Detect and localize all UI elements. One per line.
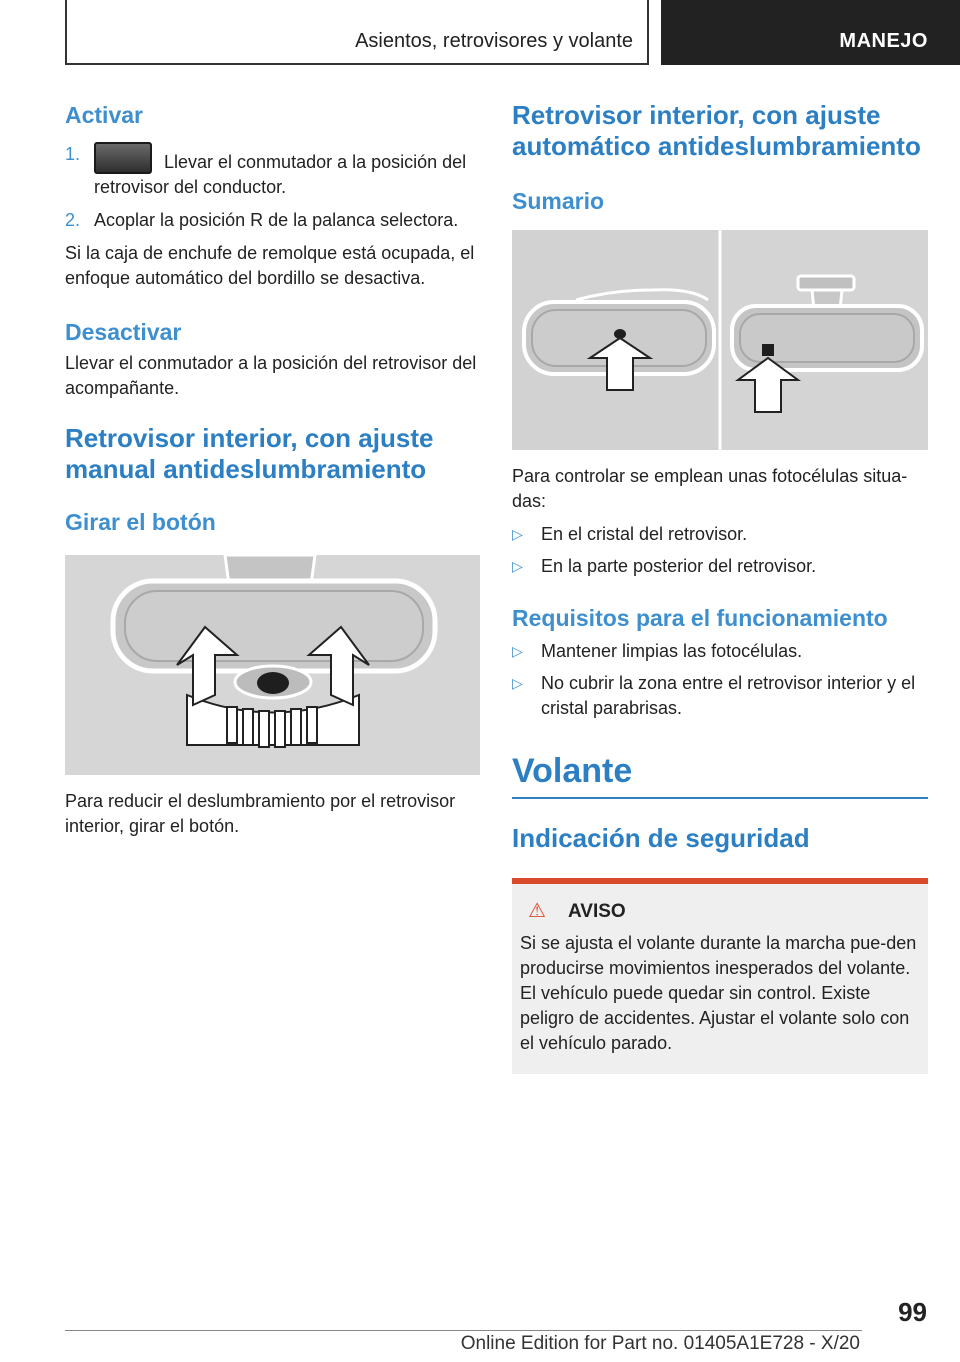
- warning-box: [512, 878, 928, 1074]
- activar-steps: [65, 142, 480, 233]
- desactivar-text: Llevar el conmutador a la posición del retrovisor del acompañante.: [65, 353, 477, 398]
- girar-heading: Girar el botón: [65, 509, 216, 535]
- step-number: 1.: [65, 144, 81, 164]
- desactivar-heading: Desactivar: [65, 319, 182, 345]
- list-item: [512, 554, 928, 579]
- triangle-bullet-icon: ▷: [512, 675, 523, 691]
- triangle-bullet-icon: ▷: [512, 558, 523, 574]
- list-item: [512, 639, 928, 664]
- sumario-list: [512, 522, 928, 579]
- list-item: [512, 522, 928, 547]
- warning-title-text: AVISO: [568, 901, 626, 922]
- list-item-text: En el cristal del retrovisor.: [541, 524, 748, 544]
- manual-mirror-figure: [65, 555, 480, 775]
- step-number: 2.: [65, 210, 81, 230]
- auto-mirror-figure: [512, 230, 928, 450]
- header-section-box: [65, 0, 649, 65]
- seguridad-heading: Indicación de seguridad: [512, 823, 810, 853]
- footer-edition-text: Online Edition for Part no. 01405A1E728 - X/20: [460, 1333, 860, 1354]
- list-item-text: Mantener limpias las fotocélulas.: [541, 641, 803, 661]
- warning-triangle-icon: ⚠: [528, 900, 546, 922]
- warning-title: [520, 898, 920, 925]
- requisitos-list: [512, 639, 928, 721]
- sumario-heading: Sumario: [512, 188, 605, 214]
- list-item: [65, 142, 480, 200]
- footer-divider: [65, 1330, 862, 1331]
- list-item: [65, 208, 480, 233]
- activar-note: Si la caja de enchufe de remolque está ocupada, el enfoque automático del bordillo se desactiva.: [65, 243, 475, 288]
- volante-heading: Volante: [512, 752, 633, 790]
- auto-mirror-heading: Retrovisor interior, con ajuste automático antideslumbramiento: [512, 100, 921, 161]
- chapter-tab-label: MANEJO: [839, 30, 928, 52]
- girar-text: Para reducir el deslumbramiento por el retrovisor interior, girar el botón.: [65, 791, 456, 836]
- manual-mirror-heading: Retrovisor interior, con ajuste manual antideslumbramiento: [65, 423, 434, 484]
- list-item-text: No cubrir la zona entre el retrovisor interior y el cristal parabrisas.: [541, 673, 916, 718]
- step-text: Llevar el conmutador a la posición del retrovisor del conductor.: [94, 152, 467, 197]
- step-text: Acoplar la posición R de la palanca selectora.: [94, 210, 459, 230]
- chapter-tab[interactable]: [661, 0, 960, 65]
- section-title: Asientos, retrovisores y volante: [355, 30, 633, 52]
- section-divider: [512, 797, 928, 799]
- left-column: [65, 100, 480, 839]
- requisitos-heading: Requisitos para el funcionamiento: [512, 605, 888, 631]
- list-item-text: En la parte posterior del retrovisor.: [541, 556, 817, 576]
- sumario-text: Para controlar se emplean unas fotocélulas situa‐das:: [512, 466, 908, 511]
- triangle-bullet-icon: ▷: [512, 643, 523, 659]
- warning-text: Si se ajusta el volante durante la marcha pue‐den producirse movimientos inesperados del volante. El vehículo puede quedar sin control. Existe peligro de accidentes. Ajustar el volante solo con el vehículo parado.: [520, 933, 917, 1053]
- list-item: [512, 671, 928, 721]
- activar-heading: Activar: [65, 102, 143, 128]
- mirror-switch-icon: [94, 142, 152, 174]
- page-number: 99: [898, 1297, 927, 1327]
- auto-mirror-illustration-icon: [512, 230, 928, 450]
- right-column: [512, 100, 928, 1074]
- manual-mirror-illustration-icon: [65, 555, 480, 775]
- triangle-bullet-icon: ▷: [512, 526, 523, 542]
